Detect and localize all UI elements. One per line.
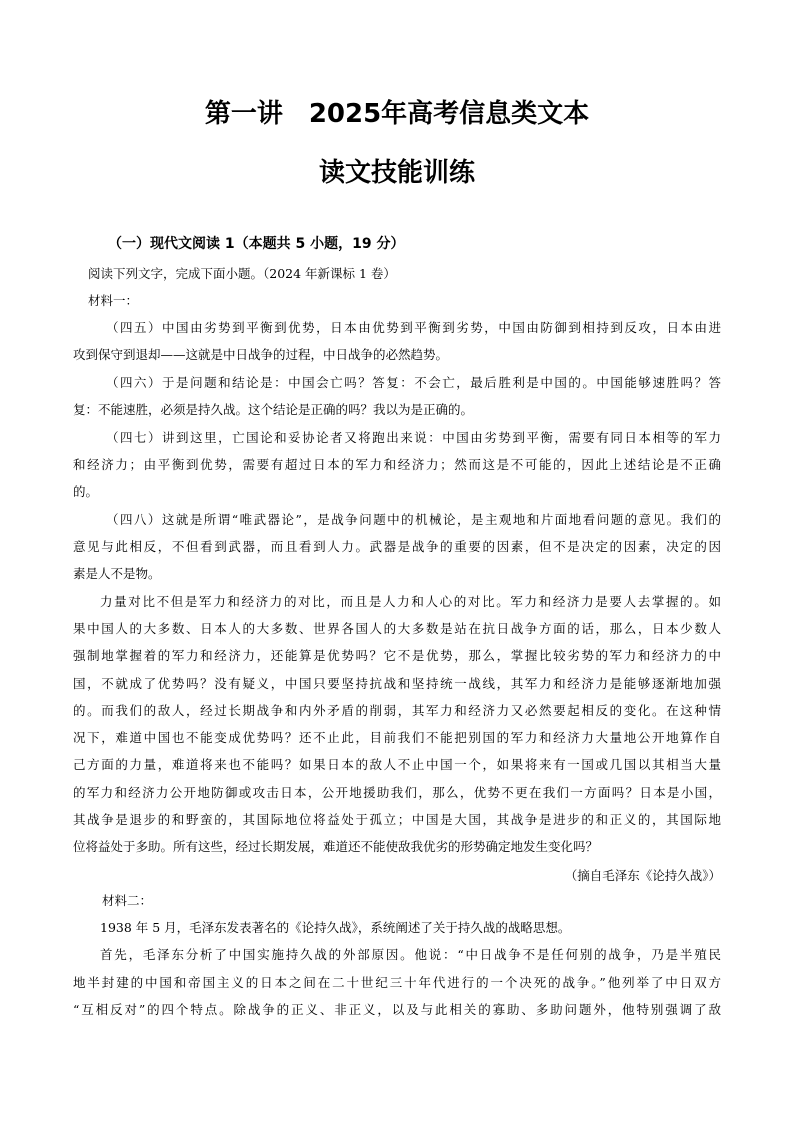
- page-title: 第一讲 2025年高考信息类文本: [204, 99, 590, 129]
- instruction-text: 阅读下列文字，完成下面小题。（2024 年新课标 1 卷）: [88, 266, 396, 281]
- text-line: 位将益处于多助。所有这些，经过长期发展，难道还不能使敌我优劣的形势确定地发生变化吗？: [73, 839, 599, 854]
- text-line: 的。: [73, 484, 99, 499]
- text-line: 素是人不是物。: [73, 566, 161, 581]
- material2-label: 材料二：: [102, 893, 153, 908]
- text-line: 的。而我们的敌人，经过长期战争和内外矛盾的削弱，其军力和经济力又必然要起相反的变化。在这种情: [73, 703, 721, 718]
- page-subtitle: 读文技能训练: [318, 158, 475, 188]
- text-line: 其战争是退步的和野蛮的，其国际地位将益处于孤立；中国是大国，其战争是进步的和正义的，其国际地: [73, 812, 721, 827]
- text-line: （四八）这就是所谓“唯武器论”，是战争问题中的机械论，是主观地和片面地看问题的意见。我们的: [106, 512, 721, 527]
- text-line: 意见与此相反，不但看到武器，而且看到人力。武器是战争的重要的因素，但不是决定的因素，决定的因: [73, 539, 721, 554]
- text-line: （四五）中国由劣势到平衡到优势，日本由优势到平衡到劣势，中国由防御到相持到反攻，日本由进: [106, 320, 721, 335]
- text-line: 复：不能速胜，必须是持久战。这个结论是正确的吗？我以为是正确的。: [73, 402, 474, 417]
- text-line: （四六）于是问题和结论是：中国会亡吗？答复：不会亡，最后胜利是中国的。中国能够速胜吗？答: [106, 375, 721, 390]
- text-line: 己方面的力量，难道将来也不能吗？如果日本的敌人不止中国一个，如果将来有一国或几国以其相当大量: [73, 757, 721, 772]
- text-line: 地半封建的中国和帝国主义的日本之间在二十世纪三十年代进行的一个决死的战争。”他列举了中日双方: [73, 975, 721, 990]
- text-line: 和经济力；由平衡到优势，需要有超过日本的军力和经济力；然而这是不可能的，因此上述结论是不正确: [73, 457, 721, 472]
- source-citation: （摘自毛泽东《论持久战》）: [564, 868, 721, 883]
- text-line: （四七）讲到这里，亡国论和妥协论者又将跑出来说：中国由劣势到平衡，需要有同日本相等的军力: [106, 430, 721, 445]
- text-line: “互相反对”的四个特点。除战争的正义、非正义，以及与此相关的寡助、多助问题外，他特别强调了敌: [73, 1002, 721, 1017]
- text-line: 况下，难道中国也不能变成优势吗？还不止此，目前我们不能把别国的军力和经济力大量地公开地算作自: [73, 730, 721, 745]
- material1-label: 材料一：: [88, 293, 139, 308]
- text-line: 国，不就成了优势吗？没有疑义，中国只要坚持抗战和坚持统一战线，其军力和经济力是能够逐渐地加强: [73, 676, 721, 691]
- text-line: 攻到保守到退却——这就是中日战争的过程，中日战争的必然趋势。: [73, 347, 449, 362]
- text-line: 1938 年 5 月，毛泽东发表著名的《论持久战》，系统阐述了关于持久战的战略思想。: [100, 920, 571, 935]
- text-line: 强制地掌握着的军力和经济力，还能算是优势吗？它不是优势，那么，掌握比较劣势的军力和经济力的中: [73, 648, 721, 663]
- text-line: 果中国人的大多数、日本人的大多数、世界各国人的大多数是站在抗日战争方面的话，那么，日本少数人: [73, 621, 721, 636]
- text-line: 的军力和经济力公开地防御或攻击日本，公开地援助我们，那么，优势不更在我们一方面吗？日本是小国，: [73, 785, 721, 800]
- section-heading: （一）现代文阅读 1（本题共 5 小题，19 分）: [108, 236, 405, 252]
- text-line: 力量对比不但是军力和经济力的对比，而且是人力和人心的对比。军力和经济力是要人去掌握的。如: [100, 594, 721, 609]
- text-line: 首先，毛泽东分析了中国实施持久战的外部原因。他说：“中日战争不是任何别的战争，乃是半殖民: [100, 947, 721, 962]
